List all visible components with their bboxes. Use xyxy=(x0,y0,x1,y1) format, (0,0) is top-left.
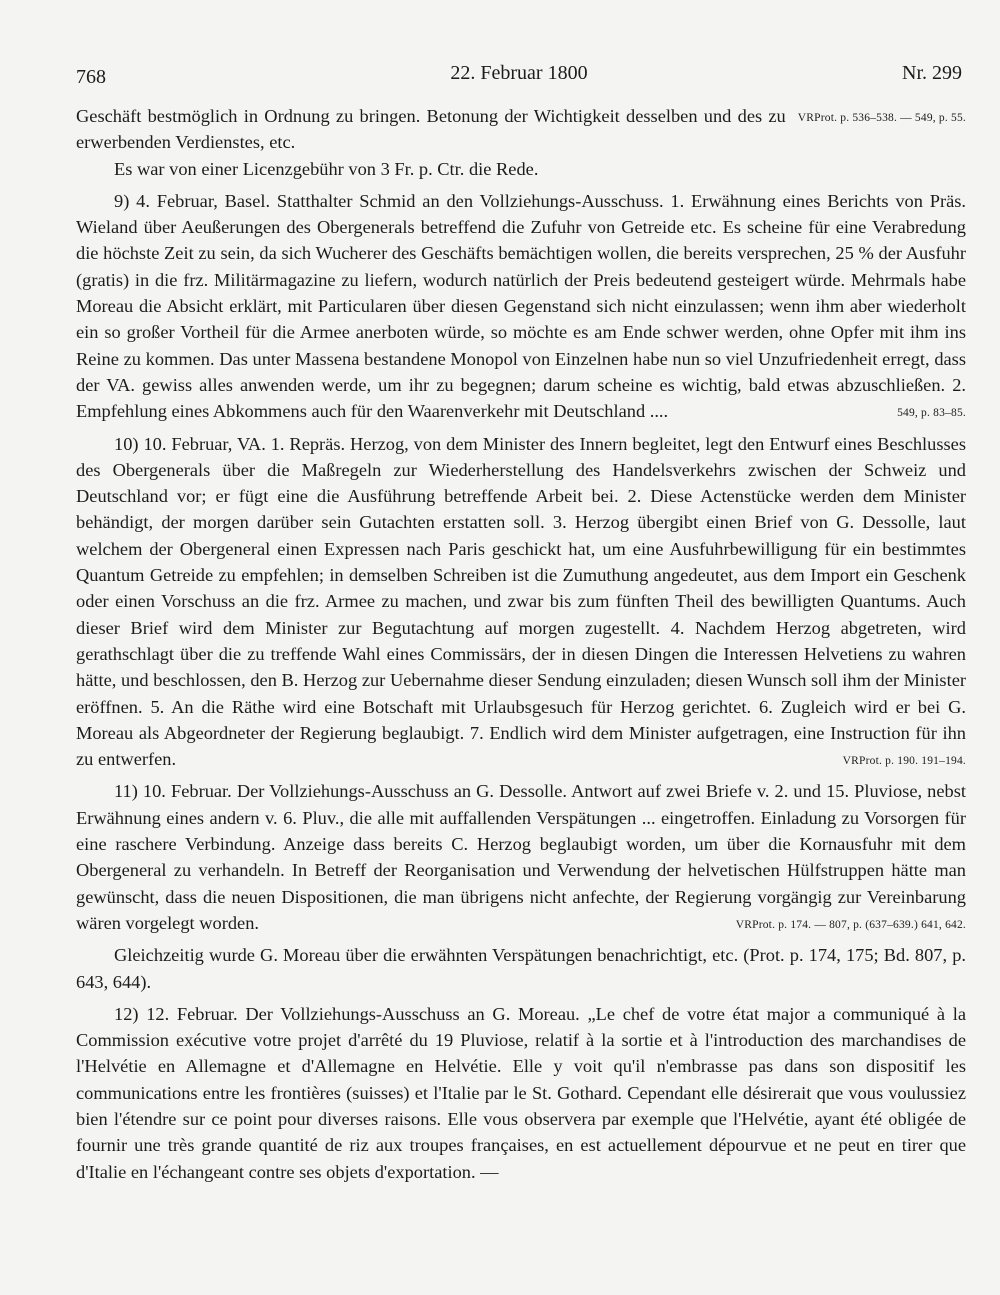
paragraph-text: 12) 12. Februar. Der Vollziehungs-Ausschuss an G. Moreau. „Le chef de votre état major a communiqué à la Commission exécutive votre projet d'arrêté du 19 Pluviose, relatif à la sortie et à l'introduction des marchandises de l'Helvétie en Allemagne et d'Allemagne en Helvétie. Elle y voit qu'il n'embrasse pas dans son dispositif les communications entre les frontières (suisses) et l'Italie par le St. Gothard. Cependant elle désirerait que vous voulussiez bien l'étendre sur ce point pour diverses raisons. Elle vous observera par exemple que l'Helvétie, ayant été obligée de fournir une très grande quantité de riz aux troupes françaises, en est actuellement dépourvue et ne peut en tirer que d'Italie en l'échangeant contre ses objets d'exportation. — xyxy=(76,1003,966,1182)
paragraph-note xyxy=(76,942,966,995)
paragraph-text: Es war von einer Licenzgebühr von 3 Fr. p. Ctr. die Rede. xyxy=(114,158,539,179)
page-number: 768 xyxy=(76,66,106,88)
body-text xyxy=(76,103,966,1185)
paragraph-note xyxy=(76,156,966,182)
paragraph-text: 11) 10. Februar. Der Vollziehungs-Ausschuss an G. Dessolle. Antwort auf zwei Briefe v. 2. und 15. Pluviose, nebst Erwähnung eines andern v. 6. Pluv., die alle mit auffallenden Verspätungen ... eingetroffen. Einladung zu Vorsorgen für eine raschere Verbindung. Anzeige dass bereits C. Herzog beglaubigt worden, um über die Kornausfuhr mit dem Obergeneral zu verhandeln. In Betreff der Reorganisation und Verwendung der helvetischen Hülfstruppen hätte man gewünscht, dass die neuen Dispositionen, die man übrigens nicht anfechte, der Regierung vorgängig zur Vereinbarung wären vorgelegt worden. xyxy=(76,781,966,933)
paragraph-item-9 xyxy=(76,188,966,425)
paragraph-text: 10) 10. Februar, VA. 1. Repräs. Herzog, von dem Minister des Innern begleitet, legt den Entwurf eines Beschlusses des Obergenerals über die Maßregeln zur Wiederherstellung des Handelsverkehrs zwischen der Schweiz und Deutschland vor; er fügt eine die Ausführung betreffende Arbeit bei. 2. Diese Actenstücke werden dem Minister behändigt, der morgen darüber sein Gutachten erstatten soll. 3. Herzog übergibt einen Brief von G. Dessolle, laut welchem der Obergeneral einen Expressen nach Paris geschickt hat, um eine Ausfuhrbewilligung für ein bestimmtes Quantum Getreide zu empfehlen; in demselben Schreiben ist die Zumuthung angedeutet, aus dem Import ein Geschenk oder einen Vorschuss an die frz. Armee zu machen, und zwar bis zum fünften Theil des bewilligten Quantums. Auch dieser Brief wird dem Minister zur Begutachtung auf morgen zugestellt. 4. Nachdem Herzog abgetreten, wird gerathschlagt über die zu treffende Wahl eines Commissärs, der in diesen Dingen die Interessen Helvetiens zu wahren hätte, und beschlossen, den B. Herzog zur Uebernahme dieser Sendung einzuladen; diesen Wunsch soll ihm der Minister eröffnen. 5. An die Räthe wird eine Botschaft mit Urlaubsgesuch für Herzog gerichtet. 6. Zugleich wird er bei G. Moreau als Abgeordneter der Regierung beglaubigt. 7. Endlich wird dem Minister aufgetragen, eine Instruction für ihn zu entwerfen. xyxy=(76,433,966,770)
source-reference: VRProt. p. 174. — 807, p. (637–639.) 641, 642. xyxy=(735,918,966,931)
paragraph-item-10 xyxy=(76,431,966,773)
paragraph-item-12 xyxy=(76,1001,966,1185)
source-reference: 549, p. 83–85. xyxy=(897,407,966,420)
source-reference: VRProt. p. 536–538. — 549, p. 55. xyxy=(797,112,966,124)
page-header xyxy=(76,60,962,90)
paragraph-item-11 xyxy=(76,778,966,936)
paragraph-text: 9) 4. Februar, Basel. Statthalter Schmid an den Vollziehungs-Ausschuss. 1. Erwähnung eines Berichts von Präs. Wieland über Aeußerungen des Obergenerals betreffend die Zufuhr von Getreide etc. Es scheine für eine Verabredung die höchste Zeit zu sein, da sich Wucherer des Geschäfts bemächtigen wollen, die bereits versprechen, 25 % der Ausfuhr (gratis) in die frz. Militärmagazine zu liefern, wodurch natürlich der Preis bedeutend gesteigert würde. Mehrmals habe Moreau die Absicht erklärt, mit Particularen über diesen Gegenstand sich nicht einzulassen; wenn ihm aber wiederholt ein so großer Vortheil für die Armee anerboten würde, so möchte es am Ende schwer werden, ohne Opfer mit ihm ins Reine zu kommen. Das unter Massena bestandene Monopol von Einzelnen habe nun so viel Unzufriedenheit erregt, dass der VA. gewiss alles anwenden werde, um ihr zu begegnen; darum scheine es wichtig, bald etwas abzuschließen. 2. Empfehlung eines Abkommens auch für den Waarenverkehr mit Deutschland .... xyxy=(76,190,966,422)
paragraph-continuation xyxy=(76,103,966,156)
paragraph-text: Gleichzeitig wurde G. Moreau über die erwähnten Verspätungen benachrichtigt, etc. (Prot. p. 174, 175; Bd. 807, p. 643, 644). xyxy=(76,945,966,992)
source-reference: VRProt. p. 190. 191–194. xyxy=(842,755,966,768)
paragraph-text: Geschäft bestmöglich in Ordnung zu bringen. Betonung der Wichtigkeit desselben und des zu erwerbenden Verdienstes, etc. xyxy=(76,106,786,153)
header-date: 22. Februar 1800 xyxy=(450,62,588,84)
document-number: Nr. 299 xyxy=(902,62,962,84)
